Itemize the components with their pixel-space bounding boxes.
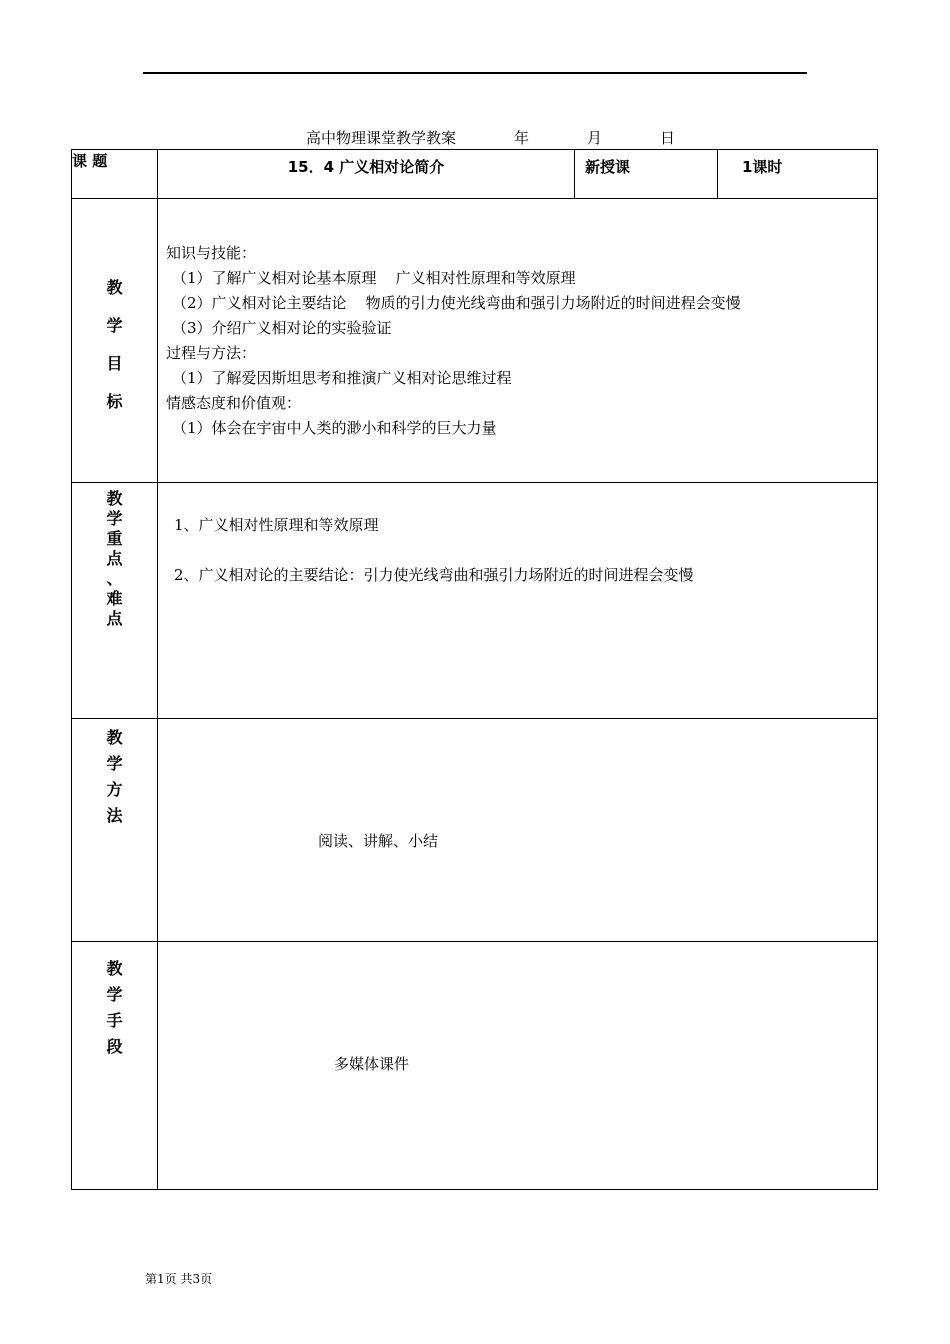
topic-title: 15．4 广义相对论简介 [158,150,575,199]
page-footer: 第1页 共3页 [145,1272,213,1286]
methods-content-cell [158,719,878,942]
objective-heading: 过程与方法： [166,344,257,362]
key-points-label [72,483,157,629]
key-points-label-char: 教 [106,489,123,508]
objectives-label-char: 标 [106,392,123,411]
methods-label [72,719,157,829]
methods-label-char: 学 [106,754,123,773]
key-points-row [72,483,878,719]
key-points-content [158,483,877,588]
methods-text: 阅读、讲解、小结 [318,832,439,850]
objectives-content-cell [158,199,878,483]
means-label-cell [72,942,158,1190]
methods-label-char: 方 [106,780,123,799]
lesson-hours: 1课时 [718,150,878,199]
date-day: 日 [660,129,676,147]
key-points-label-char: 难 [106,589,123,608]
methods-row [72,719,878,942]
lesson-plan-table [71,149,878,1190]
means-label-char: 教 [106,959,123,978]
topic-row [72,150,878,199]
objectives-row [72,199,878,483]
topic-label: 课 题 [72,150,158,199]
means-label [72,942,157,1060]
key-points-label-char: 、 [106,569,123,588]
key-points-label-char: 点 [106,549,123,568]
document-header [306,127,675,148]
objective-item: （1）了解爱因斯坦思考和推演广义相对论思维过程 [172,369,512,387]
key-point-2: 2、广义相对论的主要结论：引力使光线弯曲和强引力场附近的时间进程会变慢 [174,566,694,584]
date-month: 月 [587,129,603,147]
objectives-label [72,199,157,421]
objectives-label-cell [72,199,158,483]
objective-heading: 情感态度和价值观： [166,394,302,412]
key-points-label-char: 点 [106,609,123,628]
key-points-label-char: 学 [106,509,123,528]
methods-label-char: 教 [106,728,123,747]
key-point-1: 1、广义相对性原理和等效原理 [174,516,379,534]
date-year: 年 [514,129,530,147]
means-row [72,942,878,1190]
key-points-content-cell [158,483,878,719]
lesson-type: 新授课 [575,150,718,199]
objectives-label-char: 教 [106,278,123,297]
means-text: 多媒体课件 [334,1055,410,1073]
document-title: 高中物理课堂教学教案 [306,129,457,147]
objective-item: （3）介绍广义相对论的实验验证 [172,319,392,337]
methods-label-char: 法 [106,806,123,825]
objective-heading: 知识与技能： [166,244,257,262]
objective-item: （1）了解广义相对论基本原理 广义相对性原理和等效原理 [172,269,576,287]
key-points-label-char: 重 [106,529,123,548]
objectives-label-char: 学 [106,316,123,335]
objectives-content [158,199,877,441]
methods-label-cell [72,719,158,942]
objective-item: （2）广义相对论主要结论 物质的引力使光线弯曲和强引力场附近的时间进程会变慢 [172,294,741,312]
means-label-char: 学 [106,985,123,1004]
objective-item: （1）体会在宇宙中人类的渺小和科学的巨大力量 [172,419,497,437]
objectives-label-char: 目 [106,354,123,373]
means-label-char: 段 [106,1037,123,1056]
header-rule [143,72,807,74]
means-content-cell [158,942,878,1190]
key-points-label-cell [72,483,158,719]
means-label-char: 手 [106,1011,123,1030]
